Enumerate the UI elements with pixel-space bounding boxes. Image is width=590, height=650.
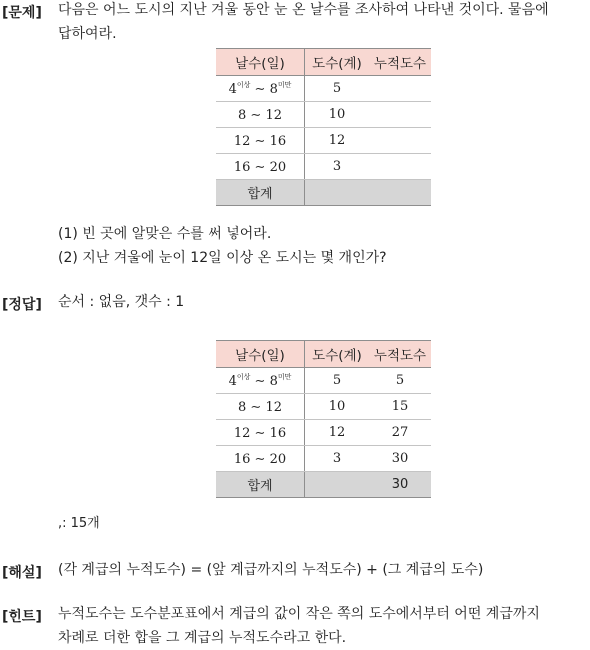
frequency-cell: 3: [305, 446, 370, 472]
interval-to: 8: [269, 374, 278, 389]
interval-from: 12: [233, 425, 251, 441]
interval-from: 4: [228, 374, 237, 389]
question-1: (1) 빈 곳에 알맞은 수를 써 넣어라.: [58, 226, 272, 242]
frequency-cell: 10: [305, 394, 370, 420]
interval-to-sup: 미만: [277, 373, 292, 381]
interval-sep: ∼: [254, 133, 266, 149]
interval-from: 16: [233, 159, 251, 175]
header-frequency: 도수(계): [305, 49, 370, 76]
explanation-tag: [해설]: [2, 565, 42, 581]
cumulative-cell: [369, 102, 431, 128]
interval-to: 12: [265, 399, 282, 415]
table-row: [216, 102, 431, 128]
interval-from-sup: 이상: [236, 373, 251, 381]
interval-from-sup: 이상: [236, 81, 251, 89]
header-frequency: 도수(계): [305, 341, 370, 368]
interval-from: 8: [237, 399, 247, 415]
interval-to: 20: [269, 451, 287, 467]
explanation-line: (각 계급의 누적도수) = (앞 계급까지의 누적도수) + (그 계급의 도수): [58, 562, 484, 578]
total-cumulative: [369, 180, 431, 206]
frequency-cell: 3: [305, 154, 370, 180]
interval-to: 16: [269, 133, 287, 149]
interval-sep: ∼: [250, 107, 262, 123]
interval-sep: ∼: [254, 82, 266, 97]
class-interval: [216, 102, 305, 128]
problem-text: [58, 0, 588, 46]
interval-from: 12: [233, 133, 251, 149]
class-interval: [216, 154, 305, 180]
table-row: [216, 154, 431, 180]
interval-to: 8: [269, 82, 278, 97]
cumulative-cell: 5: [369, 368, 431, 394]
class-interval: [216, 128, 305, 154]
class-interval: [216, 420, 305, 446]
frequency-cell: 12: [305, 128, 370, 154]
interval-sep: ∼: [254, 159, 266, 175]
answer-tag: [정답]: [2, 297, 42, 313]
total-frequency: [305, 180, 370, 206]
table-row: [216, 446, 431, 472]
cumulative-cell: [369, 76, 431, 102]
class-interval: [216, 368, 305, 394]
interval-to-sup: 미만: [277, 81, 292, 89]
total-row: [216, 472, 431, 498]
interval-sep: ∼: [254, 425, 266, 441]
class-interval: [216, 446, 305, 472]
problem-line-1: 다음은 어느 도시의 지난 겨울 동안 눈 온 날수를 조사하여 나타낸 것이다. 물음에: [58, 2, 549, 18]
interval-to: 16: [269, 425, 287, 441]
frequency-cell: 5: [305, 76, 370, 102]
frequency-cell: 10: [305, 102, 370, 128]
total-label: 합계: [216, 472, 305, 498]
interval-from: 4: [228, 82, 237, 97]
problem-tag: [문제]: [2, 5, 42, 21]
cumulative-cell: 30: [369, 446, 431, 472]
interval-sep: ∼: [250, 399, 262, 415]
header-days: 날수(일): [216, 49, 305, 76]
total-frequency: [305, 472, 370, 498]
frequency-table-answer: [216, 340, 431, 498]
table-row: [216, 420, 431, 446]
table-row: [216, 394, 431, 420]
header-cumulative: 누적도수: [369, 49, 431, 76]
cumulative-cell: 27: [369, 420, 431, 446]
total-label: 합계: [216, 180, 305, 206]
hint-line-2: 차례로 더한 합을 그 계급의 누적도수라고 한다.: [58, 630, 347, 646]
frequency-table-question: [216, 48, 431, 206]
interval-to: 12: [265, 107, 282, 123]
class-interval: [216, 76, 305, 102]
interval-from: 8: [237, 107, 247, 123]
frequency-cell: 12: [305, 420, 370, 446]
hint-text: [58, 602, 588, 650]
total-cumulative: 30: [369, 472, 431, 498]
cumulative-cell: [369, 154, 431, 180]
question-2: (2) 지난 겨울에 눈이 12일 이상 온 도시는 몇 개인가?: [58, 250, 387, 266]
hint-tag: [힌트]: [2, 609, 42, 625]
class-interval: [216, 394, 305, 420]
cumulative-cell: 15: [369, 394, 431, 420]
answer-line: 순서 : 없음, 갯수 : 1: [58, 294, 185, 310]
table-body: [216, 76, 431, 206]
total-row: [216, 180, 431, 206]
table-row: [216, 128, 431, 154]
frequency-cell: 5: [305, 368, 370, 394]
answer-note: ,: 15개: [58, 516, 100, 531]
table-body: [216, 368, 431, 498]
interval-to: 20: [269, 159, 287, 175]
hint-line-1: 누적도수는 도수분포표에서 계급의 값이 작은 쪽의 도수에서부터 어떤 계급까지: [58, 606, 540, 622]
header-days: 날수(일): [216, 341, 305, 368]
interval-from: 16: [233, 451, 251, 467]
header-cumulative: 누적도수: [369, 341, 431, 368]
cumulative-cell: [369, 128, 431, 154]
table-row: [216, 368, 431, 394]
problem-line-2: 답하여라.: [58, 26, 117, 42]
interval-sep: ∼: [254, 451, 266, 467]
question-list: [58, 222, 588, 270]
interval-sep: ∼: [254, 374, 266, 389]
table-row: [216, 76, 431, 102]
